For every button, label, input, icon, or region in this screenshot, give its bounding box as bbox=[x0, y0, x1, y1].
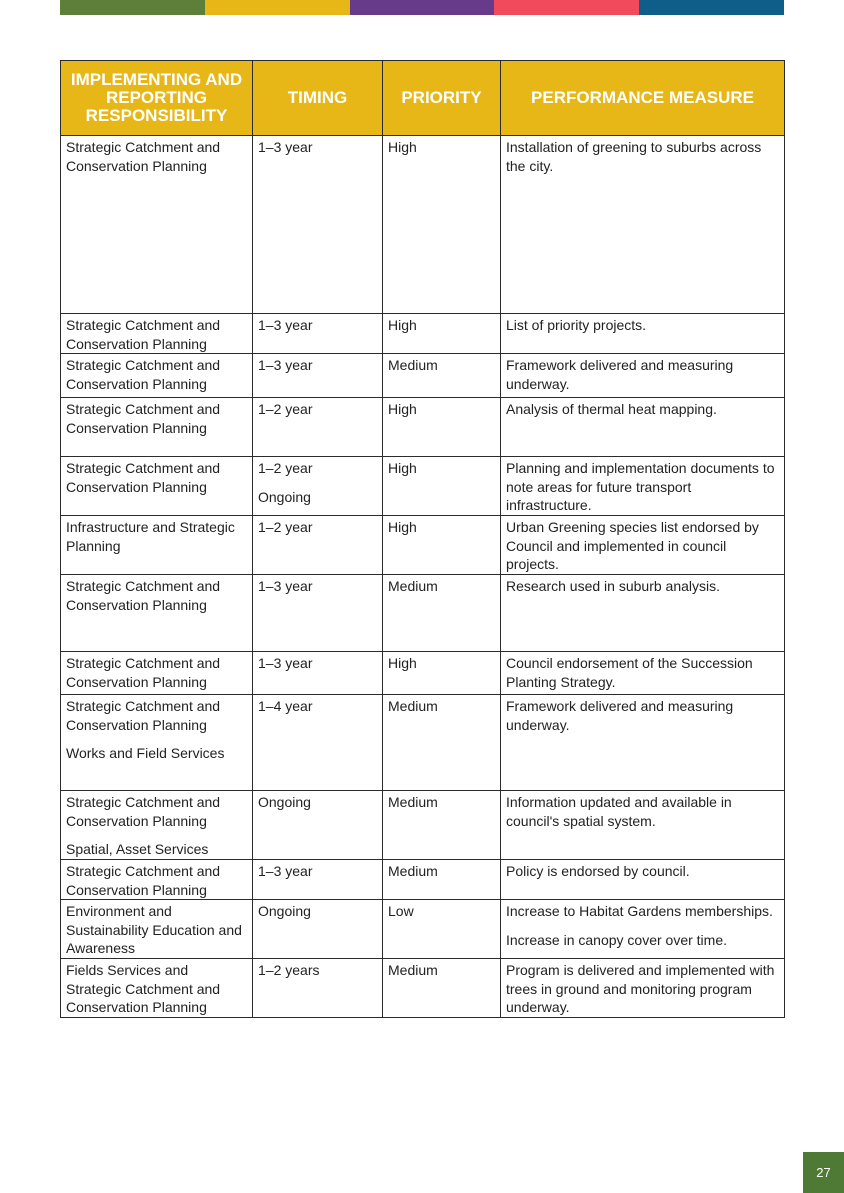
responsibility-cell bbox=[61, 652, 253, 695]
color-band-pink bbox=[494, 0, 639, 15]
responsibility-cell-text: Strategic Catchment and Conservation Planning bbox=[66, 460, 221, 495]
timing-cell bbox=[253, 860, 383, 900]
performance-measure-cell-text: Council endorsement of the Succession Planting Strategy. bbox=[506, 655, 753, 690]
performance-measure-cell bbox=[501, 398, 785, 457]
priority-cell: Medium bbox=[383, 575, 501, 652]
responsibility-cell bbox=[61, 575, 253, 652]
responsibility-cell-text: Strategic Catchment and Conservation Planning bbox=[66, 655, 221, 690]
responsibility-cell-text: Environment and Sustainability Education and Awareness bbox=[66, 903, 242, 956]
timing-cell bbox=[253, 575, 383, 652]
performance-measure-cell bbox=[501, 652, 785, 695]
responsibility-cell bbox=[61, 314, 253, 354]
timing-cell bbox=[253, 695, 383, 791]
timing-cell-text: 1–2 year bbox=[258, 460, 313, 476]
performance-measure-cell-text: Increase in canopy cover over time. bbox=[506, 931, 727, 948]
responsibility-cell bbox=[61, 354, 253, 398]
color-band-green bbox=[60, 0, 205, 15]
timing-cell-text: 1–3 year bbox=[258, 357, 313, 373]
performance-measure-cell bbox=[501, 860, 785, 900]
priority-cell: High bbox=[383, 652, 501, 695]
timing-cell-text: 1–2 year bbox=[258, 401, 313, 417]
responsibility-cell bbox=[61, 959, 253, 1018]
performance-measure-cell bbox=[501, 136, 785, 314]
responsibility-cell-text: Strategic Catchment and Conservation Planning bbox=[66, 698, 221, 733]
header-responsibility: IMPLEMENTING AND REPORTING RESPONSIBILITY bbox=[61, 61, 253, 136]
timing-cell bbox=[253, 791, 383, 860]
performance-table bbox=[60, 60, 785, 1018]
timing-cell bbox=[253, 398, 383, 457]
priority-cell: Medium bbox=[383, 860, 501, 900]
priority-cell: High bbox=[383, 516, 501, 575]
performance-measure-cell bbox=[501, 354, 785, 398]
performance-measure-cell bbox=[501, 457, 785, 516]
timing-cell bbox=[253, 516, 383, 575]
table-row bbox=[61, 398, 785, 457]
responsibility-cell bbox=[61, 398, 253, 457]
performance-measure-cell bbox=[501, 900, 785, 959]
timing-cell-text: Ongoing bbox=[258, 794, 311, 810]
performance-measure-cell-text: Program is delivered and implemented with trees in ground and monitoring program underway. bbox=[506, 962, 775, 1015]
table-row bbox=[61, 695, 785, 791]
performance-measure-cell-text: List of priority projects. bbox=[506, 317, 647, 333]
color-band-yellow bbox=[205, 0, 350, 15]
timing-cell-text: Ongoing bbox=[258, 488, 311, 505]
performance-measure-cell-text: Information updated and available in council's spatial system. bbox=[506, 794, 732, 829]
timing-cell bbox=[253, 314, 383, 354]
table-row bbox=[61, 457, 785, 516]
responsibility-cell-text: Fields Services and Strategic Catchment and Conservation Planning bbox=[66, 962, 221, 1015]
responsibility-cell bbox=[61, 136, 253, 314]
table-row bbox=[61, 516, 785, 575]
responsibility-cell-text: Strategic Catchment and Conservation Planning bbox=[66, 401, 221, 436]
timing-cell-text: 1–3 year bbox=[258, 578, 313, 594]
responsibility-cell-text: Strategic Catchment and Conservation Planning bbox=[66, 139, 221, 174]
responsibility-cell-text: Works and Field Services bbox=[66, 745, 225, 761]
color-band bbox=[60, 0, 784, 15]
table-row bbox=[61, 860, 785, 900]
table-row bbox=[61, 354, 785, 398]
timing-cell-text: 1–3 year bbox=[258, 139, 313, 155]
priority-cell: Medium bbox=[383, 354, 501, 398]
performance-measure-cell-text: Policy is endorsed by council. bbox=[506, 863, 690, 879]
responsibility-cell-text: Infrastructure and Strategic Planning bbox=[66, 519, 235, 554]
responsibility-cell-text: Strategic Catchment and Conservation Planning bbox=[66, 863, 221, 898]
priority-cell: High bbox=[383, 314, 501, 354]
timing-cell bbox=[253, 354, 383, 398]
table-row bbox=[61, 575, 785, 652]
performance-measure-cell bbox=[501, 314, 785, 354]
timing-cell bbox=[253, 900, 383, 959]
timing-cell-text: 1–3 year bbox=[258, 655, 313, 671]
table-row bbox=[61, 136, 785, 314]
performance-measure-cell bbox=[501, 959, 785, 1018]
color-band-purple bbox=[350, 0, 495, 15]
table-row bbox=[61, 652, 785, 695]
performance-measure-cell bbox=[501, 575, 785, 652]
priority-cell: Low bbox=[383, 900, 501, 959]
timing-cell-text: 1–2 years bbox=[258, 962, 320, 978]
timing-cell bbox=[253, 959, 383, 1018]
table-header-row bbox=[61, 61, 785, 136]
performance-measure-cell-text: Analysis of thermal heat mapping. bbox=[506, 401, 717, 417]
priority-cell: Medium bbox=[383, 695, 501, 791]
table-row bbox=[61, 314, 785, 354]
performance-measure-cell-text: Framework delivered and measuring underway. bbox=[506, 357, 734, 392]
responsibility-cell-text: Strategic Catchment and Conservation Planning bbox=[66, 357, 221, 392]
timing-cell-text: 1–3 year bbox=[258, 863, 313, 879]
performance-measure-cell-text: Installation of greening to suburbs across the city. bbox=[506, 139, 762, 174]
priority-cell: High bbox=[383, 457, 501, 516]
priority-cell: Medium bbox=[383, 959, 501, 1018]
responsibility-cell bbox=[61, 791, 253, 860]
header-performance-measure: PERFORMANCE MEASURE bbox=[501, 61, 785, 136]
performance-measure-cell-text: Framework delivered and measuring underway. bbox=[506, 698, 734, 733]
header-priority: PRIORITY bbox=[383, 61, 501, 136]
timing-cell bbox=[253, 136, 383, 314]
performance-measure-cell-text: Research used in suburb analysis. bbox=[506, 578, 721, 594]
responsibility-cell-text: Spatial, Asset Services bbox=[66, 841, 209, 857]
table-row bbox=[61, 791, 785, 860]
performance-measure-cell bbox=[501, 791, 785, 860]
performance-measure-cell-text: Urban Greening species list endorsed by Council and implemented in council projects. bbox=[506, 519, 759, 572]
responsibility-cell bbox=[61, 695, 253, 791]
timing-cell-text: 1–4 year bbox=[258, 698, 313, 714]
table-row bbox=[61, 959, 785, 1018]
timing-cell-text: 1–3 year bbox=[258, 317, 313, 333]
timing-cell-text: 1–2 year bbox=[258, 519, 313, 535]
timing-cell bbox=[253, 457, 383, 516]
responsibility-cell bbox=[61, 900, 253, 959]
responsibility-cell-text: Strategic Catchment and Conservation Planning bbox=[66, 794, 221, 829]
table-body bbox=[61, 136, 785, 1018]
priority-cell: Medium bbox=[383, 791, 501, 860]
page-number: 27 bbox=[803, 1152, 844, 1193]
table-row bbox=[61, 900, 785, 959]
performance-measure-cell-text: Planning and implementation documents to note areas for future transport infrastructure. bbox=[506, 460, 775, 513]
priority-cell: High bbox=[383, 136, 501, 314]
priority-cell: High bbox=[383, 398, 501, 457]
performance-measure-cell bbox=[501, 516, 785, 575]
responsibility-cell-text: Strategic Catchment and Conservation Planning bbox=[66, 317, 221, 352]
timing-cell-text: Ongoing bbox=[258, 903, 311, 919]
timing-cell bbox=[253, 652, 383, 695]
responsibility-cell bbox=[61, 516, 253, 575]
responsibility-cell bbox=[61, 860, 253, 900]
header-timing: TIMING bbox=[253, 61, 383, 136]
responsibility-cell-text: Strategic Catchment and Conservation Planning bbox=[66, 578, 221, 613]
performance-measure-cell bbox=[501, 695, 785, 791]
color-band-blue bbox=[639, 0, 784, 15]
performance-measure-cell-text: Increase to Habitat Gardens memberships. bbox=[506, 903, 773, 919]
responsibility-cell bbox=[61, 457, 253, 516]
